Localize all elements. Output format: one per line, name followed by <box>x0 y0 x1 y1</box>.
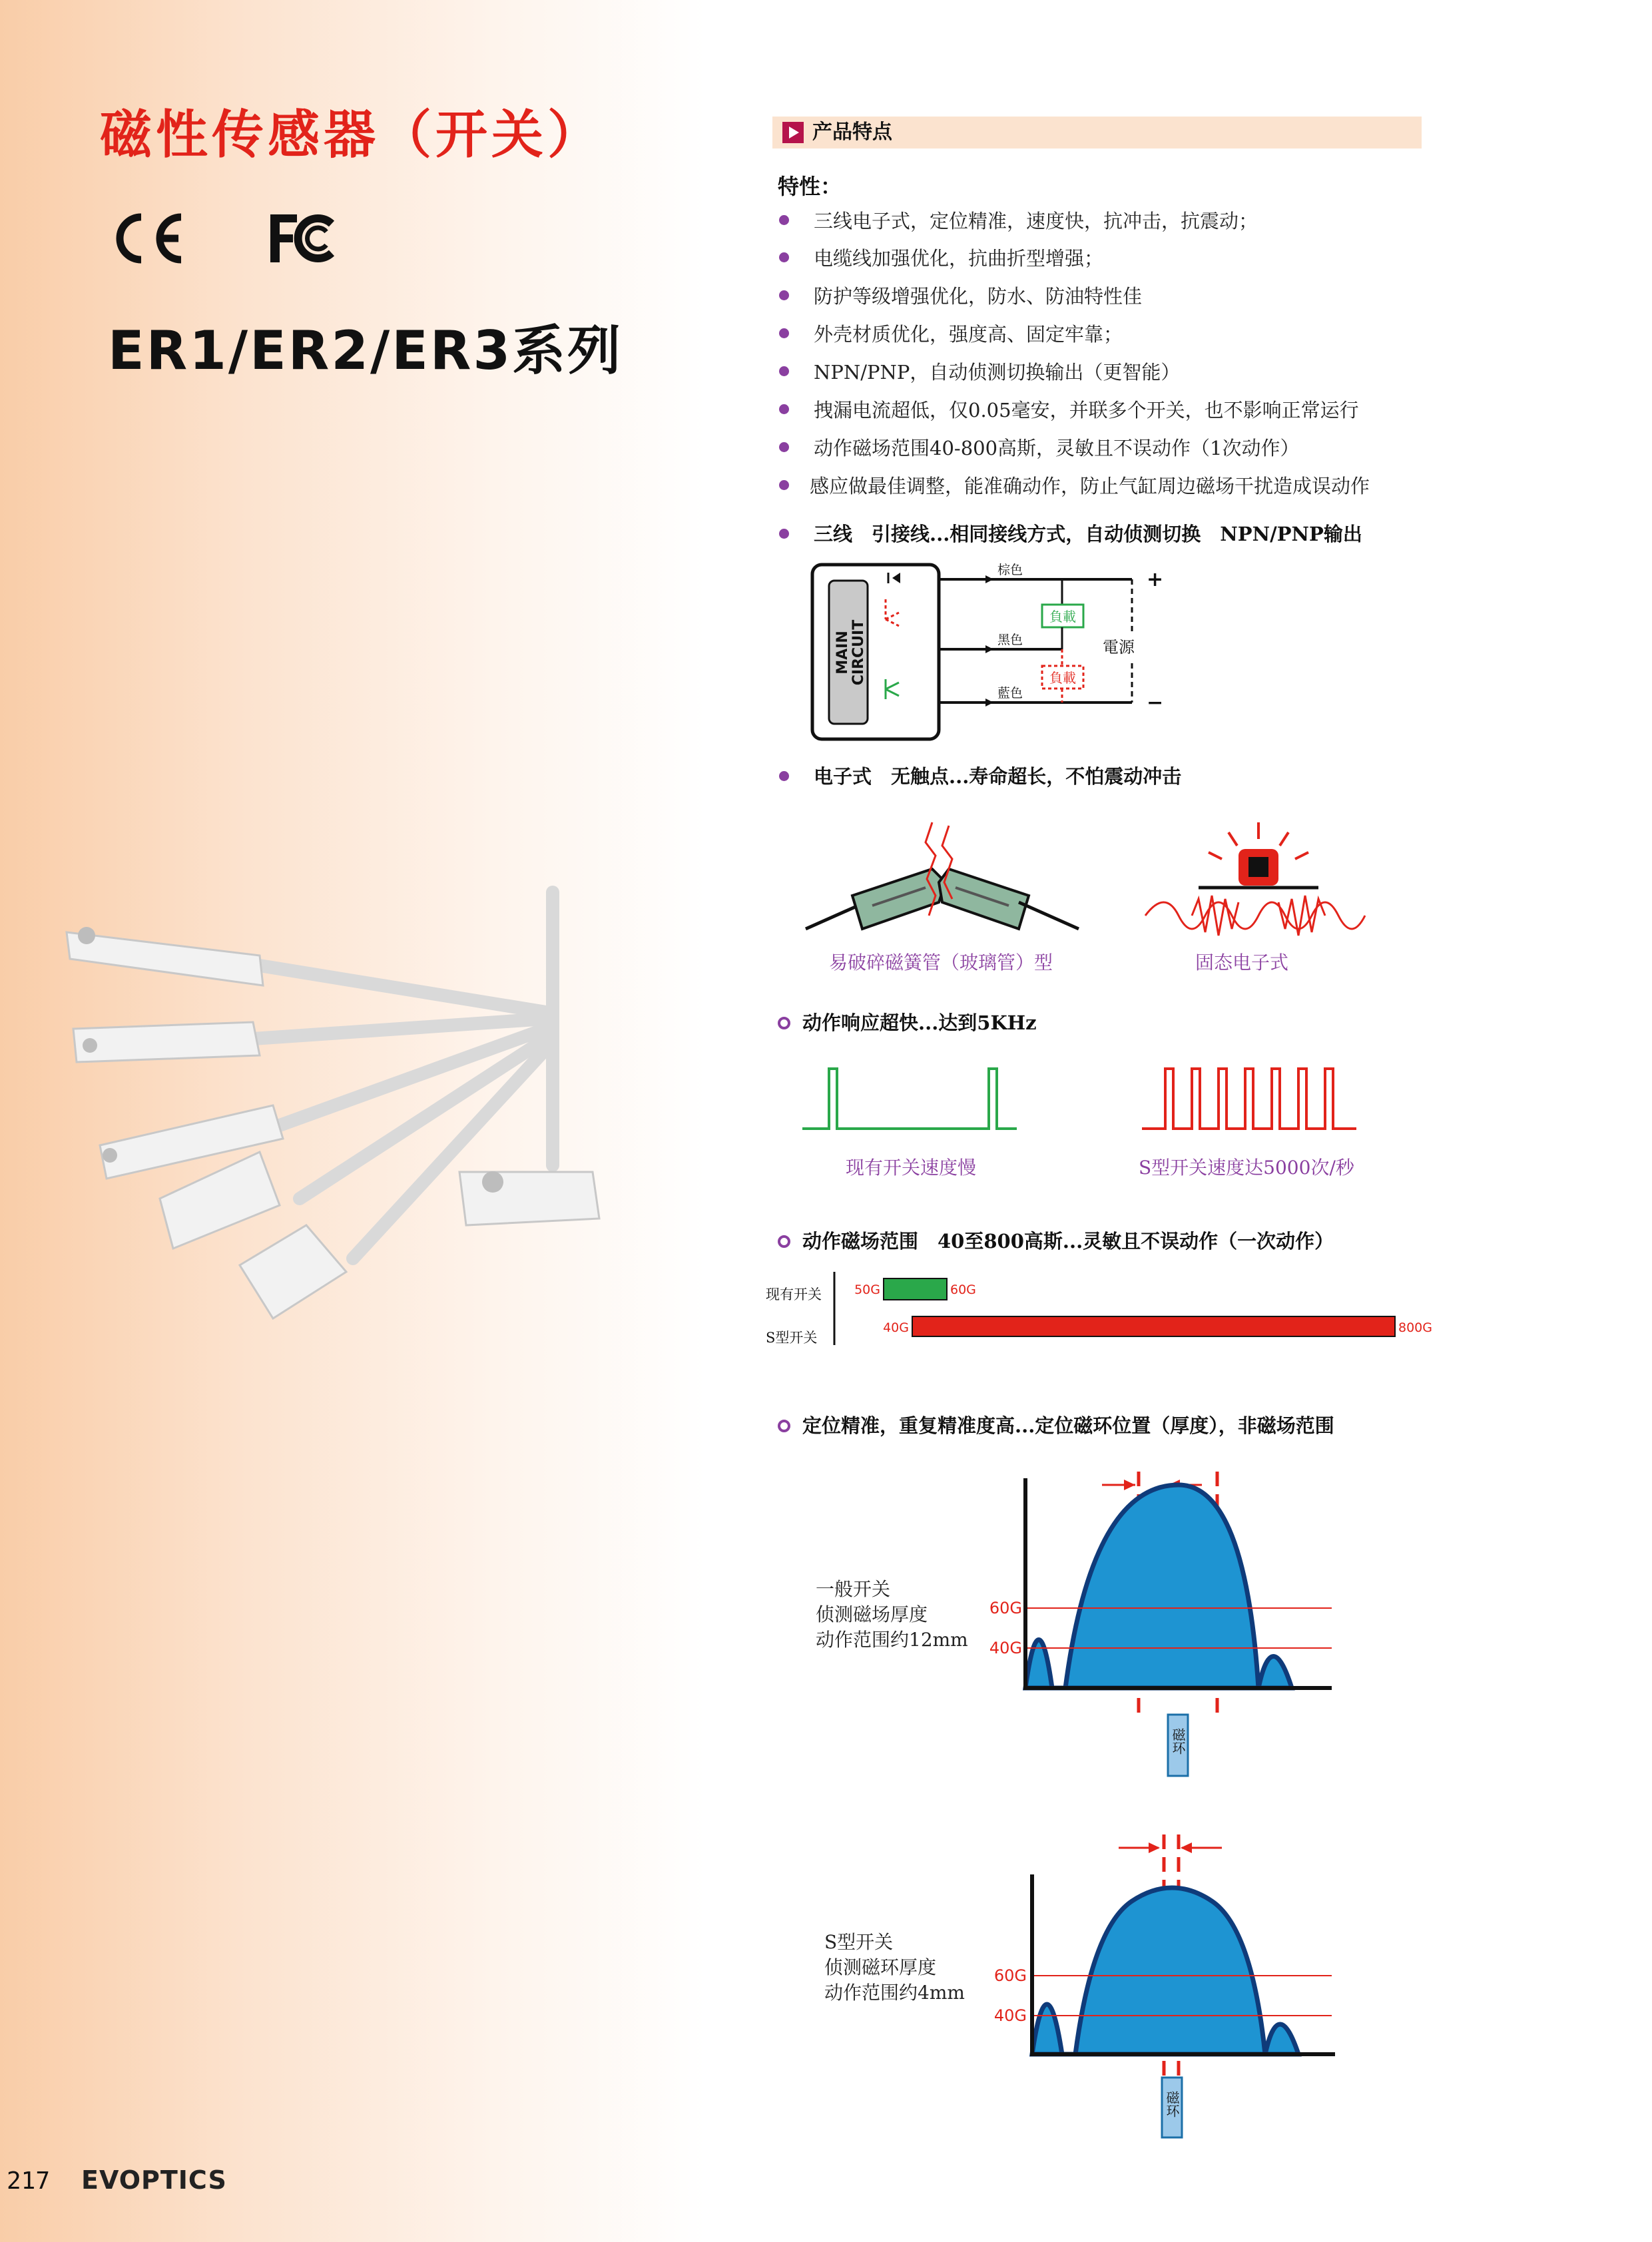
feature-item: 三线电子式，定位精准，速度快，抗冲击，抗震动； <box>814 210 1258 232</box>
feature-item: 拽漏电流超低，仅0.05毫安，并联多个开关，也不影响正常运行 <box>814 399 1359 421</box>
solid-state-illustration <box>1139 816 1378 942</box>
wire-color-label: 棕色 <box>997 563 1023 577</box>
magnet-ring-label: 磁环 <box>1170 1728 1186 1755</box>
s-switch-chart <box>985 1821 1358 2141</box>
wiring-diagram <box>806 559 1165 746</box>
bullet-icon <box>779 529 789 539</box>
feature-item: 防护等级增强优化，防水、防油特性佳 <box>814 285 1143 308</box>
feature-item: NPN/PNP，自动侦测切换输出（更智能） <box>814 361 1181 384</box>
range-max-label: 800G <box>1398 1320 1432 1335</box>
play-triangle-icon <box>782 122 804 143</box>
range-row-label: S型开关 <box>766 1330 818 1346</box>
magnet-ring-label: 磁环 <box>1164 2091 1180 2117</box>
bullet-icon <box>779 328 789 338</box>
slow-caption: 现有开关速度慢 <box>846 1157 977 1179</box>
range-min-label: 40G <box>883 1320 909 1335</box>
feature-item: 感应做最佳调整，能准确动作，防止气缸周边磁场干扰造成误动作 <box>810 475 1370 497</box>
slow-pulse-waveform <box>802 1062 1022 1135</box>
solid-state-caption: 固态电子式 <box>1195 952 1289 974</box>
features-heading: 特性： <box>778 174 842 199</box>
level-60g-label: 60G <box>993 1966 1027 1985</box>
load-label: 負載 <box>1049 609 1076 625</box>
page-number: 217 <box>7 2167 51 2195</box>
wire-color-label: 藍色 <box>997 686 1023 701</box>
magnetic-range-chart <box>829 1268 1432 1348</box>
fcc-mark-logo <box>266 212 340 265</box>
bullet-ring-icon <box>778 1017 790 1029</box>
page-title: 磁性传感器（开关） <box>100 105 604 165</box>
range-min-label: 50G <box>854 1282 880 1297</box>
bullet-icon <box>779 366 789 376</box>
range-bar-existing <box>884 1278 947 1300</box>
electronic-heading: 电子式 无触点...寿命超长，不怕震动冲击 <box>814 765 1182 788</box>
magnetic-range-heading: 动作磁场范围 40至800高斯...灵敏且不误动作（一次动作） <box>802 1230 1334 1253</box>
series-title: ER1/ER2/ER3系列 <box>108 320 623 382</box>
bullet-icon <box>779 771 789 781</box>
circuit-label: CIRCUIT <box>850 619 867 686</box>
response-heading: 动作响应超快...达到5KHz <box>802 1011 1037 1034</box>
load-label: 負載 <box>1049 670 1076 686</box>
bullet-ring-icon <box>778 1235 790 1248</box>
reed-switch-illustration <box>799 816 1085 942</box>
wiring-heading: 三线 引接线...相同接线方式，自动侦测切换 NPN/PNP输出 <box>814 523 1362 545</box>
range-bar-s-type <box>912 1316 1395 1336</box>
bullet-icon <box>779 290 789 300</box>
fast-pulse-waveform <box>1142 1062 1362 1135</box>
fast-caption: S型开关速度达5000次/秒 <box>1139 1157 1354 1179</box>
general-switch-chart <box>985 1458 1358 1778</box>
circuit-label: MAIN <box>834 631 851 675</box>
positioning-heading: 定位精准，重复精准度高...定位磁环位置（厚度），非磁场范围 <box>802 1414 1334 1437</box>
brand-logo: EVOPTICS <box>81 2165 227 2195</box>
general-switch-text: 一般开关 侦测磁场厚度 动作范围约12mm <box>816 1578 968 1651</box>
bullet-icon <box>779 442 789 452</box>
feature-item: 外壳材质优化，强度高、固定牢靠； <box>814 323 1123 346</box>
bullet-icon <box>779 252 789 262</box>
minus-label: − <box>1147 691 1164 714</box>
feature-item: 动作磁场范围40-800高斯，灵敏且不误动作（1次动作） <box>814 437 1300 459</box>
bullet-ring-icon <box>778 1420 790 1432</box>
level-40g-label: 40G <box>989 1639 1022 1657</box>
range-max-label: 60G <box>950 1282 976 1297</box>
s-switch-text: S型开关 侦测磁环厚度 动作范围约4mm <box>824 1931 965 2004</box>
feature-item: 电缆线加强优化，抗曲折型增强； <box>814 247 1104 270</box>
range-row-label: 现有开关 <box>766 1286 822 1302</box>
level-60g-label: 60G <box>989 1599 1022 1617</box>
ce-mark-logo <box>107 212 186 265</box>
plus-label: + <box>1147 568 1164 591</box>
bullet-icon <box>779 404 789 414</box>
section-title: 产品特点 <box>812 121 892 144</box>
bullet-icon <box>779 480 789 490</box>
power-label: 電源 <box>1103 638 1135 657</box>
product-sensors-image <box>60 886 626 1325</box>
reed-caption: 易破碎磁簧管（玻璃管）型 <box>829 952 1053 974</box>
bullet-icon <box>779 215 789 225</box>
level-40g-label: 40G <box>993 2006 1027 2025</box>
wire-color-label: 黑色 <box>997 633 1023 647</box>
